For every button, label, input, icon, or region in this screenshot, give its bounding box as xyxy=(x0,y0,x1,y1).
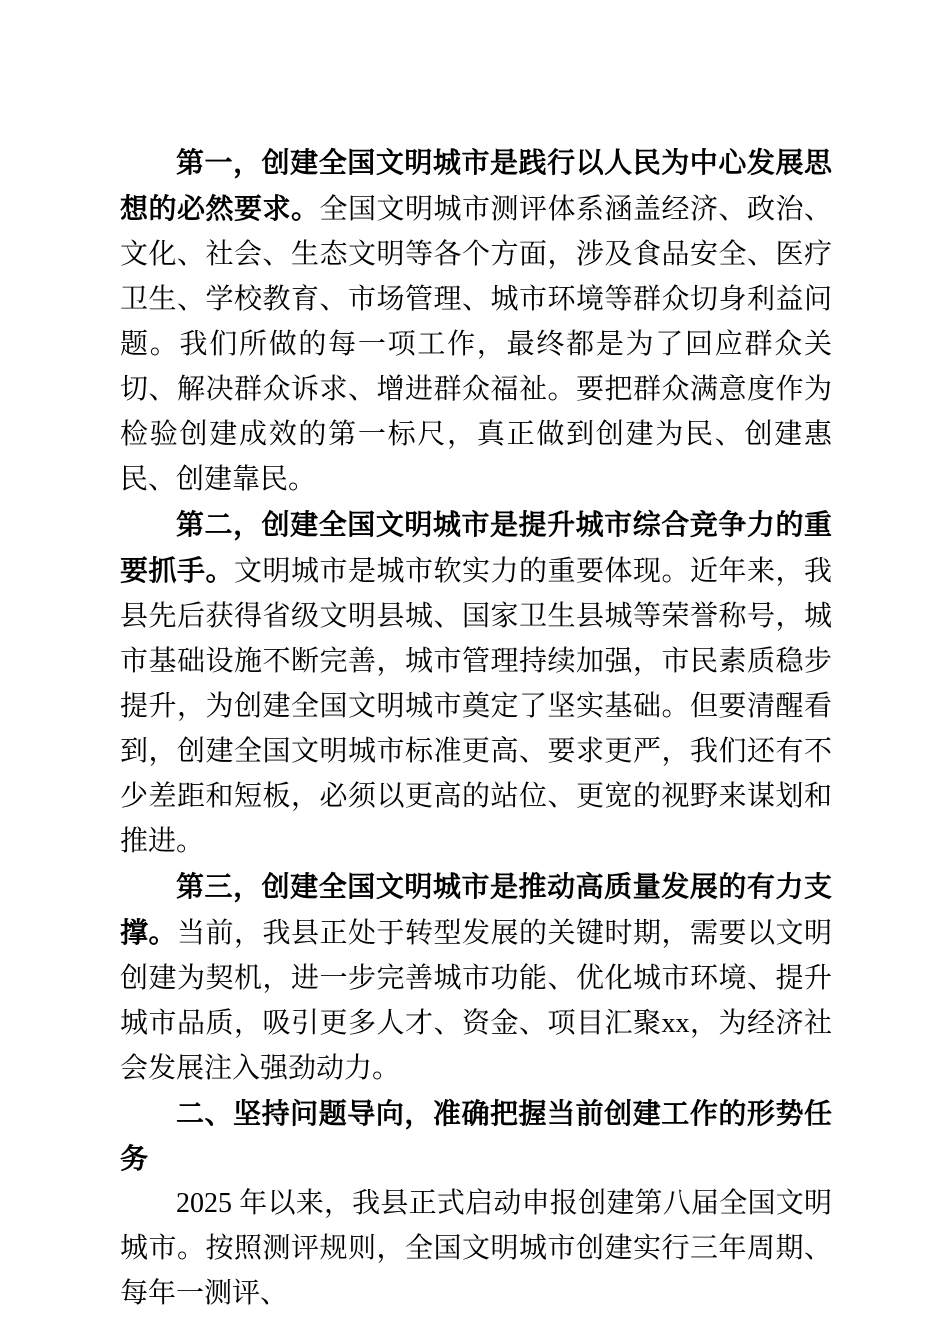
paragraph-point-one-body: 全国文明城市测评体系涵盖经济、政治、文化、社会、生态文明等各个方面，涉及食品安全、医疗卫生、学校教育、市场管理、城市环境等群众切身利益问题。我们所做的每一项工作，最终都是为了回应群众关切、解决群众诉求、增进群众福祉。要把群众满意度作为检验创建成效的第一标尺，真正做到创建为民、创建惠民、创建靠民。 xyxy=(120,194,832,495)
paragraph-point-three-lead: 第三，创建全国文明城市是推动高质量发展的有力支撑。 xyxy=(120,871,832,948)
paragraph-closing: 2025 年以来，我县正式启动申报创建第八届全国文明城市。按照测评规则，全国文明城市创建实行三年周期、每年一测评、 xyxy=(120,1188,832,1309)
paragraph-point-one xyxy=(120,140,832,502)
paragraph-point-two-lead: 第二，创建全国文明城市是提升城市综合竞争力的重要抓手。 xyxy=(120,509,832,586)
section-heading: 二、坚持问题导向，准确把握当前创建工作的形势任务 xyxy=(120,1098,832,1174)
paragraph-point-two-body: 文明城市是城市软实力的重要体现。近年来，我县先后获得省级文明县城、国家卫生县城等荣誉称号，城市基础设施不断完善，城市管理持续加强，市民素质稳步提升，为创建全国文明城市奠定了坚实基础。但要清醒看到，创建全国文明城市标准更高、要求更严，我们还有不少差距和短板，必须以更高的站位、更宽的视野来谋划和推进。 xyxy=(120,556,832,857)
paragraph-point-one-lead: 第一，创建全国文明城市是践行以人民为中心发展思想的必然要求。 xyxy=(120,147,832,224)
paragraph-point-three-body: 当前，我县正处于转型发展的关键时期，需要以文明创建为契机，进一步完善城市功能、优化城市环境、提升城市品质，吸引更多人才、资金、项目汇聚xx，为经济社会发展注入强劲动力。 xyxy=(120,918,832,1084)
paragraph-point-three xyxy=(120,864,832,1091)
paragraph-point-two xyxy=(120,502,832,864)
